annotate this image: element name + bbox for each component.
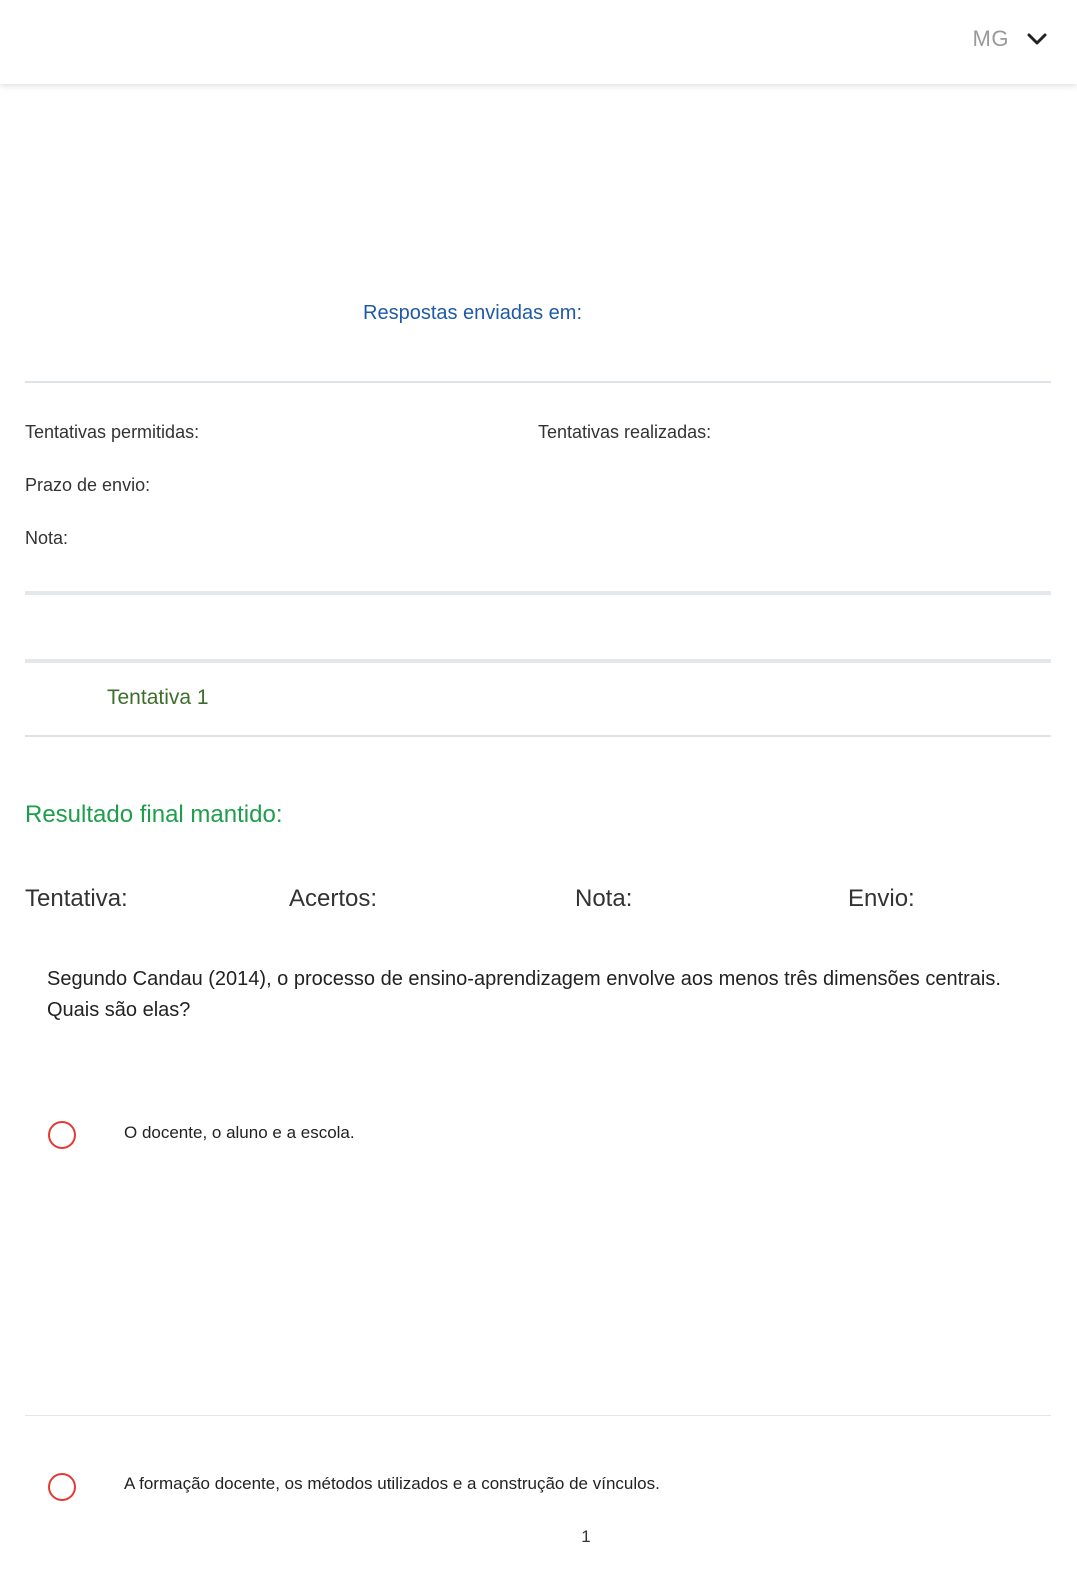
option-radio[interactable] — [48, 1121, 76, 1149]
column-header-attempt: Tentativa: — [25, 885, 128, 912]
option-label[interactable]: A formação docente, os métodos utilizados e a construção de vínculos. — [124, 1474, 660, 1493]
chevron-down-icon — [1025, 27, 1049, 51]
divider — [25, 659, 1051, 663]
column-header-grade: Nota: — [575, 885, 633, 912]
divider — [25, 381, 1051, 383]
divider — [25, 735, 1051, 737]
result-title: Resultado final mantido: — [25, 801, 283, 828]
user-menu[interactable] — [973, 26, 1049, 52]
divider — [25, 591, 1051, 595]
sent-at-label: Respostas enviadas em: — [363, 302, 583, 324]
user-initials: MG — [972, 26, 1009, 51]
attempts-allowed-label: Tentativas permitidas: — [25, 422, 200, 442]
divider — [25, 1415, 1051, 1416]
grade-label: Nota: — [25, 528, 69, 548]
tab-attempt-1[interactable]: Tentativa 1 — [107, 686, 209, 709]
page-number: 1 — [581, 1527, 591, 1546]
option-label[interactable]: O docente, o aluno e a escola. — [124, 1123, 355, 1142]
deadline-label: Prazo de envio: — [25, 475, 151, 495]
top-bar — [0, 0, 1077, 84]
column-header-correct: Acertos: — [289, 885, 378, 912]
attempts-made-label: Tentativas realizadas: — [538, 422, 712, 442]
column-header-sent: Envio: — [848, 885, 915, 912]
question-text: Segundo Candau (2014), o processo de ensino-aprendizagem envolve aos menos três dimensões centrais. Quais são elas? — [47, 968, 1001, 1021]
option-radio[interactable] — [48, 1473, 76, 1501]
